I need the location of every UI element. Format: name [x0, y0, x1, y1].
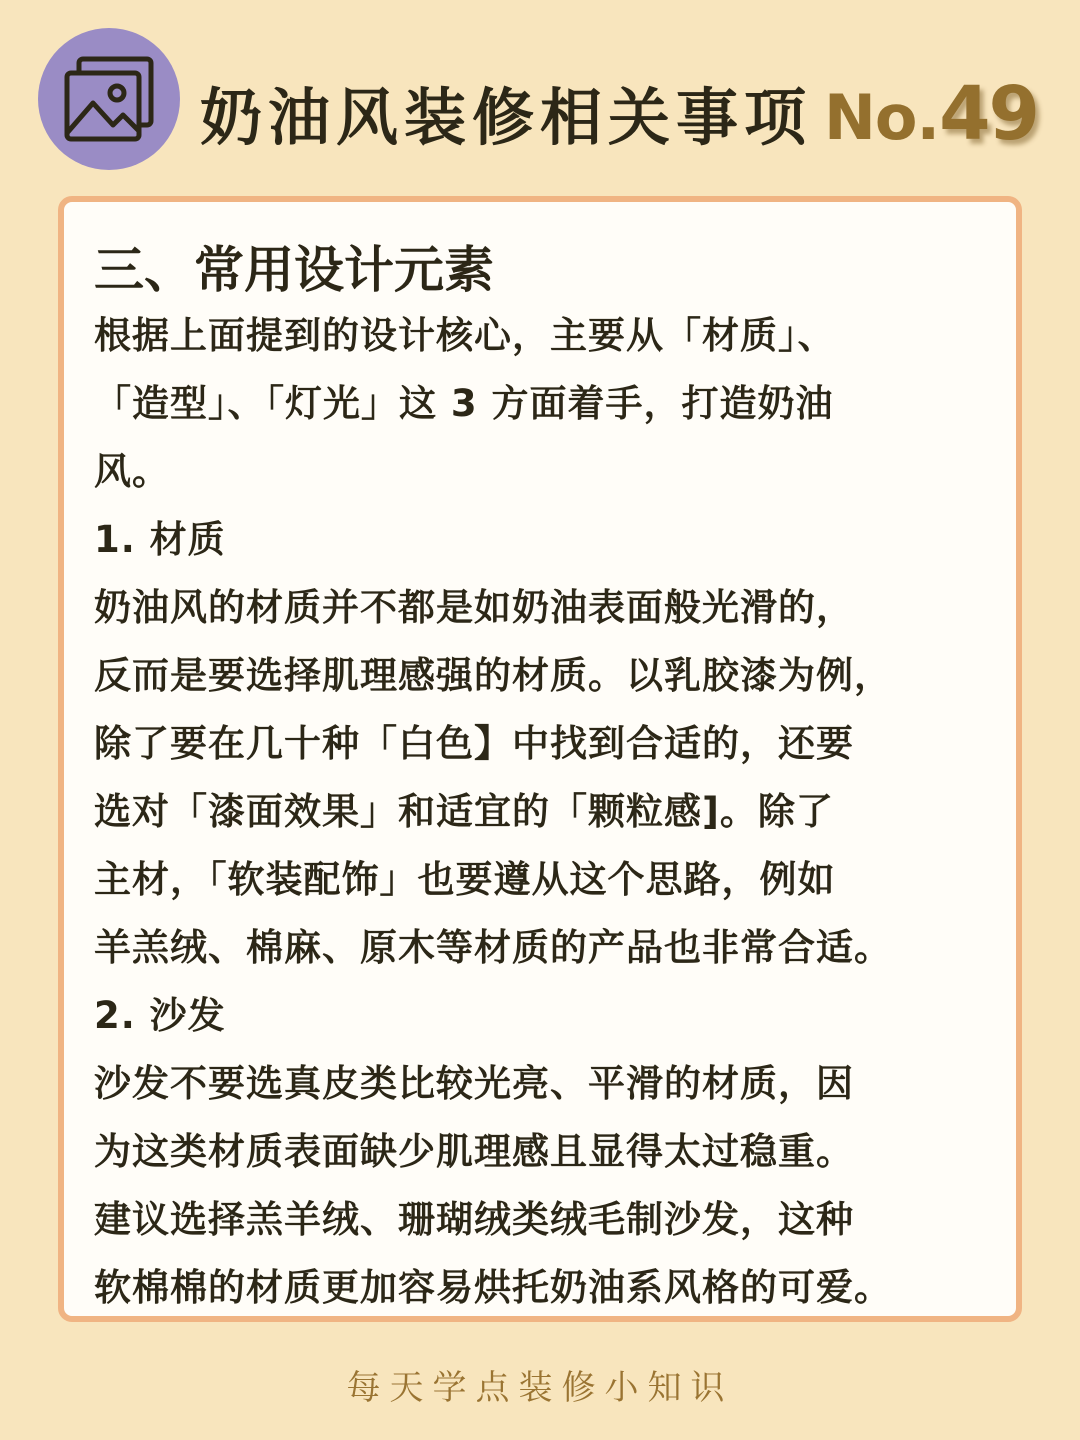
body-line: 羊羔绒、棉麻、原木等材质的产品也非常合适。	[94, 926, 892, 969]
badge	[38, 28, 180, 170]
header	[0, 0, 1080, 190]
body-line: 奶油风的材质并不都是如奶油表面般光滑的，	[94, 586, 854, 629]
issue-label: No.	[824, 81, 940, 154]
issue-number: 49	[939, 71, 1039, 157]
body-line: 主材，「软装配饰」也要遵从这个思路，例如	[94, 858, 836, 901]
content-card	[58, 196, 1022, 1322]
body-line: 建议选择羔羊绒、珊瑚绒类绒毛制沙发，这种	[94, 1198, 854, 1241]
subheading-sofa: 2. 沙发	[94, 994, 226, 1037]
body-line: 选对「漆面效果」和适宜的「颗粒感]。除了	[94, 790, 834, 833]
body-line: 「造型」、「灯光」这 3 方面着手，打造奶油	[94, 382, 834, 425]
subheading-material: 1. 材质	[94, 518, 226, 561]
section-title: 三、常用设计元素	[94, 241, 494, 299]
footer-tagline: 每天学点装修小知识	[346, 1368, 734, 1408]
image-gallery-icon	[59, 49, 159, 149]
body-line: 软棉棉的材质更加容易烘托奶油系风格的可爱。	[94, 1266, 892, 1309]
body-line: 除了要在几十种「白色】中找到合适的，还要	[94, 722, 854, 765]
body-line: 为这类材质表面缺少肌理感且显得太过稳重。	[94, 1130, 854, 1173]
title-text: 奶油风装修相关事项	[200, 81, 813, 154]
body-line: 沙发不要选真皮类比较光亮、平滑的材质，因	[94, 1062, 854, 1105]
body-line: 风。	[94, 450, 170, 493]
body-line: 反而是要选择肌理感强的材质。以乳胶漆为例，	[94, 654, 892, 697]
body-line: 根据上面提到的设计核心，主要从「材质」、	[94, 314, 836, 357]
page-title	[200, 68, 1038, 160]
